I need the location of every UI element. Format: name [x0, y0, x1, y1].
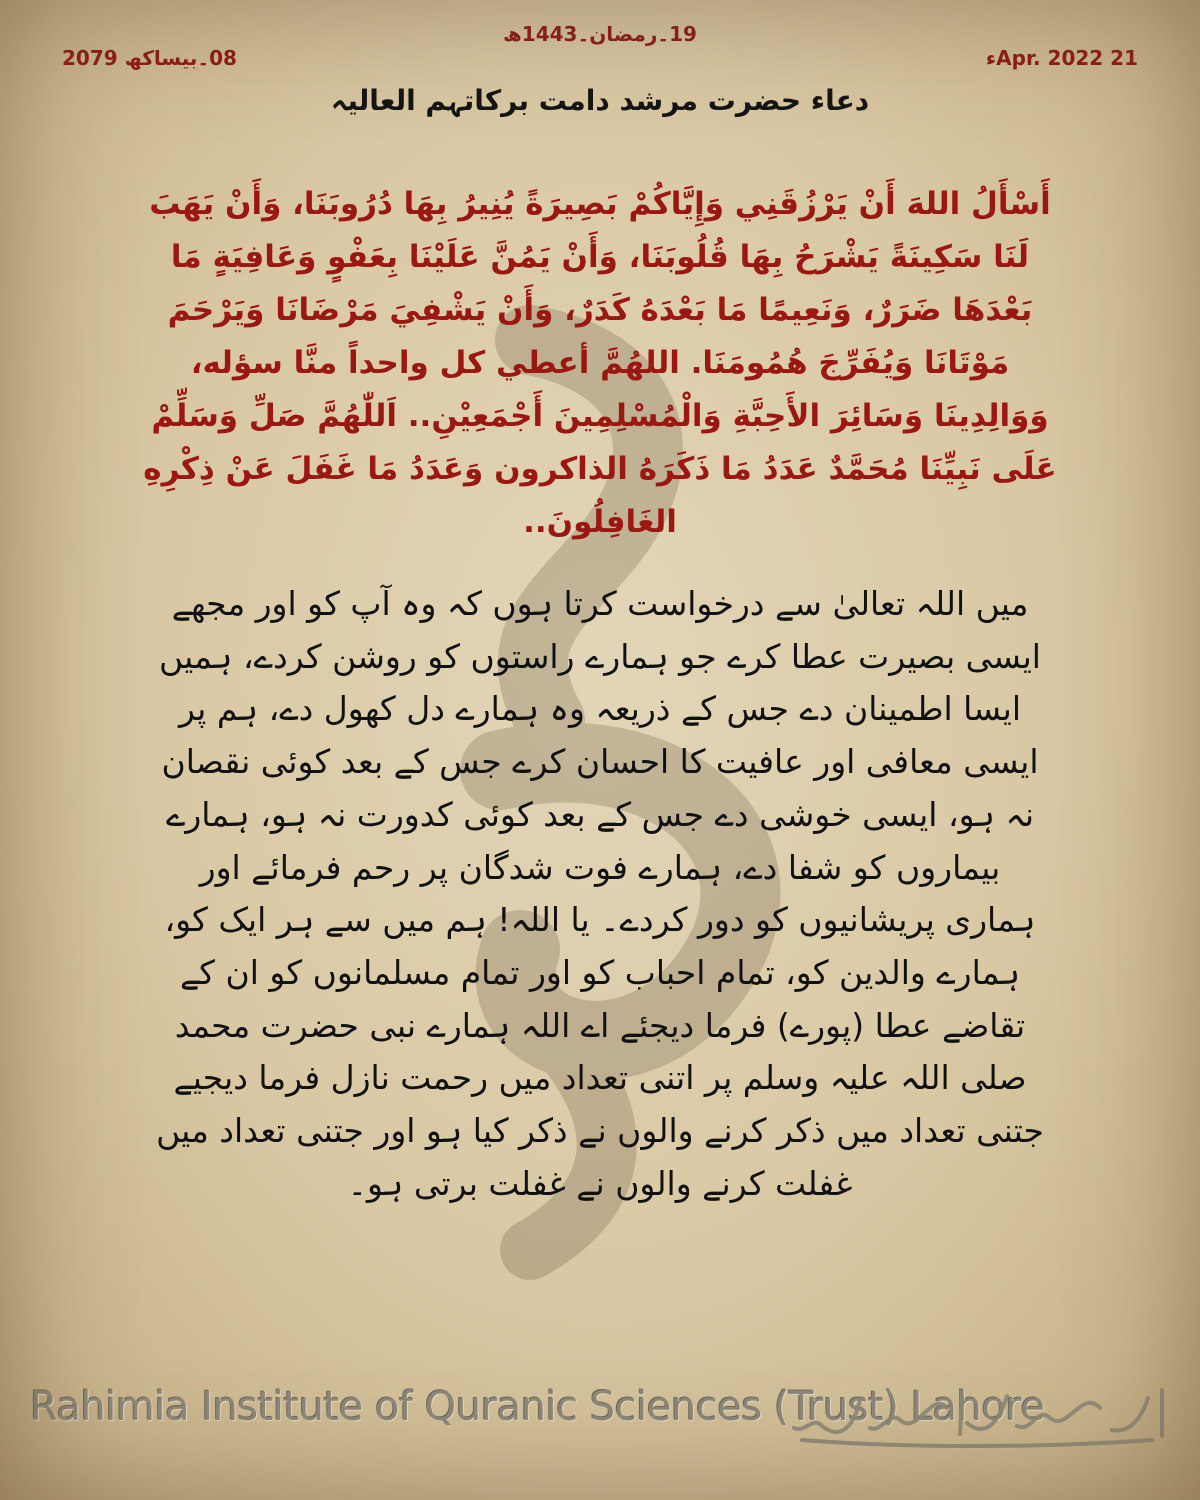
institute-calligraphy-logo: [782, 1378, 1172, 1448]
urdu-translation-text: میں اللہ تعالیٰ سے درخواست کرتا ہوں کہ وہ آپ کو اور مجھے ایسی بصیرت عطا کرے جو ہمارے راستوں کو روشن کردے، ہمیں ایسا اطمینان دے جس کے ذریعہ وہ ہمارے دل کھول دے، ہم پر ایسی معافی اور عافیت کا احسان کرے جس کے بعد کوئی نقصان نہ ہو، ایسی خوشی دے جس کے بعد کوئی کدورت نہ ہو، ہمارے بیماروں کو شفا دے، ہمارے فوت شدگان پر رحم فرمائے اور ہماری پریشانیوں کو دور کردے۔ یا اللہ! ہم میں سے ہر ایک کو، ہمارے والدین کو، تمام احباب کو اور تمام مسلمانوں کو ان کے تقاضے عطا (پورے) فرما دیجئے اے اللہ ہمارے نبی حضرت محمد صلی اللہ علیہ وسلم پر اتنی تعداد میں رحمت نازل فرما دیجیے جتنی تعداد میں ذکر کرنے والوں نے ذکر کیا ہو اور جتنی تعداد میں غفلت کرنے والوں نے غفلت برتی ہو۔: [156, 584, 1044, 1203]
hijri-date: 19۔رمضان۔1443ھ: [503, 22, 697, 46]
institute-name-en: Rahimia Institute of Quranic Sciences (Trust) Lahore: [30, 1384, 1045, 1430]
gregorian-date: 21 Apr. 2022ء: [985, 46, 1138, 70]
footer: [0, 1370, 1200, 1480]
page-title: دعاء حضرت مرشد دامت برکاتہم العالیہ: [330, 84, 870, 117]
bikrami-date: 08۔بیساکھ 2079: [62, 46, 237, 70]
arabic-dua-text: أَسْأَلُ اللهَ أَنْ يَرْزُقَنِي وَإِيَّاكُمْ بَصِيرَةً يُنِيرُ بِهَا دُرُوبَنَا، وَأَنْ يَهَبَ لَنَا سَكِينَةً يَشْرَحُ بِهَا قُلُوبَنَا، وَأَنْ يَمُنَّ عَلَيْنَا بِعَفْوٍ وَعَافِيَةٍ مَا بَعْدَهَا ضَرَرٌ، وَنَعِيمًا مَا بَعْدَهُ كَدَرٌ، وَأَنْ يَشْفِيَ مَرْضَانَا وَيَرْحَمَ مَوْتَانَا وَيُفَرِّجَ هُمُومَنَا. اللهُمَّ أعطي كل واحداً منَّا سؤله، وَوَالِدِينَا وَسَائِرَ الأَحِبَّةِ وَالْمُسْلِمِينَ أَجْمَعِيْنِ.. اَللّٰهُمَّ صَلِّ وَسَلِّمْ عَلَى نَبِيِّنَا مُحَمَّدٌ عَدَدُ مَا ذَكَرَهُ الذاكرون وَعَدَدُ مَا غَفَلَ عَنْ ذِكْرِهِ الغَافِلُونَ..: [143, 186, 1057, 540]
